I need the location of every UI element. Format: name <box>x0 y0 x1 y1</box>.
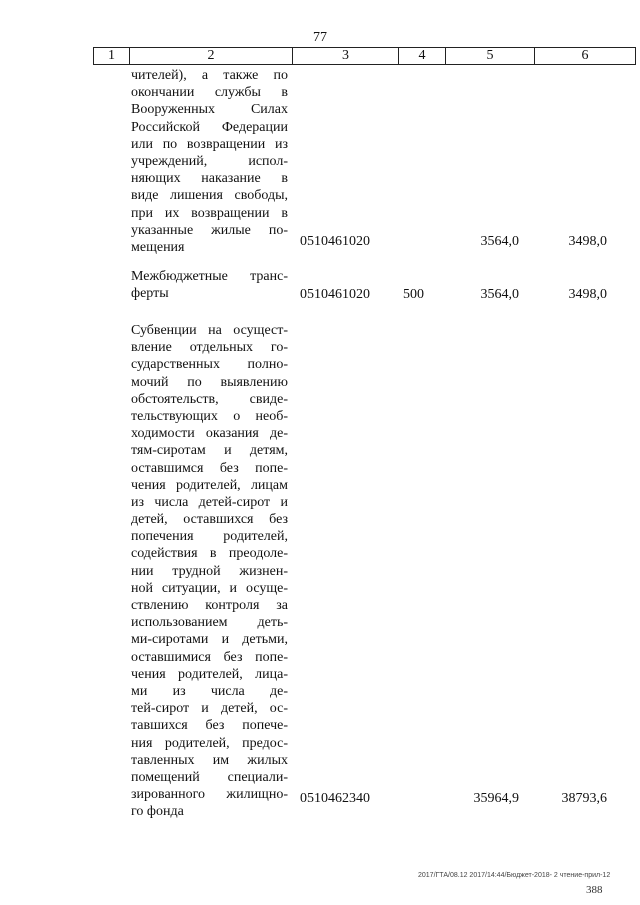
description-line: ферты <box>131 286 169 302</box>
row-value-col6: 3498,0 <box>568 234 607 249</box>
description-line: чения родителей, лица- <box>131 666 288 682</box>
description-line: Вооруженных Силах <box>131 102 288 118</box>
description-line: окончании службы в <box>131 85 288 101</box>
description-line: тей-сирот и детей, ос- <box>131 701 288 717</box>
column-header-row <box>93 47 636 65</box>
description-line: зированного жилищно- <box>131 787 288 803</box>
description-line: тавшихся без попече- <box>131 718 288 734</box>
column-header-3: 3 <box>293 48 399 65</box>
description-line: ной ситуации, и осуще- <box>131 580 288 596</box>
description-line: или по возвращении из <box>131 136 288 152</box>
description-line: го фонда <box>131 804 184 820</box>
description-line: использованием деть- <box>131 615 288 631</box>
description-line: чителей), а также по <box>131 68 288 83</box>
description-line: нии трудной жизнен- <box>131 563 288 579</box>
row-description <box>131 268 288 302</box>
row-value-col5: 35964,9 <box>473 791 519 806</box>
row-code: 0510462340 <box>300 791 370 806</box>
description-line: попечения родителей, <box>131 529 288 545</box>
description-line: Межбюджетные транс- <box>131 269 288 284</box>
description-line: няющих наказание в <box>131 171 288 187</box>
description-line: из числа детей-сирот и <box>131 494 288 510</box>
description-line: детей, оставшихся без <box>131 512 288 528</box>
column-header-1: 1 <box>94 48 130 65</box>
description-line: обстоятельств, свиде- <box>131 391 288 407</box>
description-line: мещения <box>131 239 185 255</box>
footer-stamp: 2017/ГТА/08.12 2017/14:44/Бюджет-2018- 2 чтение-прил-12 <box>418 872 611 879</box>
footer-page-number: 388 <box>586 884 603 896</box>
row-code: 0510461020 <box>300 287 370 302</box>
description-line: содействия в преодоле- <box>131 546 288 562</box>
description-line: оставшимися без попе- <box>131 649 288 665</box>
row-description <box>131 322 288 820</box>
row-description <box>131 67 288 256</box>
description-line: помещений специали- <box>131 769 288 785</box>
description-line: вление отдельных го- <box>131 340 288 356</box>
description-line: учреждений, испол- <box>131 153 288 169</box>
row-value-col5: 3564,0 <box>480 287 519 302</box>
description-line: ния родителей, предос- <box>131 735 288 751</box>
description-line: сударственных полно- <box>131 357 288 373</box>
row-value-col6: 3498,0 <box>568 287 607 302</box>
description-line: тям-сиротам и детям, <box>131 443 288 459</box>
column-header-4: 4 <box>399 48 446 65</box>
row-value-col4: 500 <box>403 287 424 302</box>
description-line: указанные жилые по- <box>131 222 288 238</box>
description-line: Российской Федерации <box>131 119 288 135</box>
description-line: тавленных им жилых <box>131 752 288 768</box>
description-line: чения родителей, лицам <box>131 477 288 493</box>
description-line: ствлению контроля за <box>131 598 288 613</box>
column-header-6: 6 <box>535 48 636 65</box>
row-code: 0510461020 <box>300 234 370 249</box>
description-line: мочий по выявлению <box>131 374 288 390</box>
description-line: ми из числа де- <box>131 683 288 699</box>
description-line: при их возвращении в <box>131 205 288 221</box>
description-line: тельствующих о необ- <box>131 408 288 424</box>
description-line: виде лишения свободы, <box>131 188 288 204</box>
description-line: ми-сиротами и детьми, <box>131 632 288 648</box>
column-header-2: 2 <box>130 48 293 65</box>
page-number: 77 <box>313 30 327 45</box>
description-line: Субвенции на осущест- <box>131 323 288 338</box>
description-line: ходимости оказания де- <box>131 426 288 442</box>
row-value-col5: 3564,0 <box>480 234 519 249</box>
column-header-5: 5 <box>446 48 535 65</box>
description-line: оставшимся без попе- <box>131 460 288 476</box>
row-value-col6: 38793,6 <box>561 791 607 806</box>
